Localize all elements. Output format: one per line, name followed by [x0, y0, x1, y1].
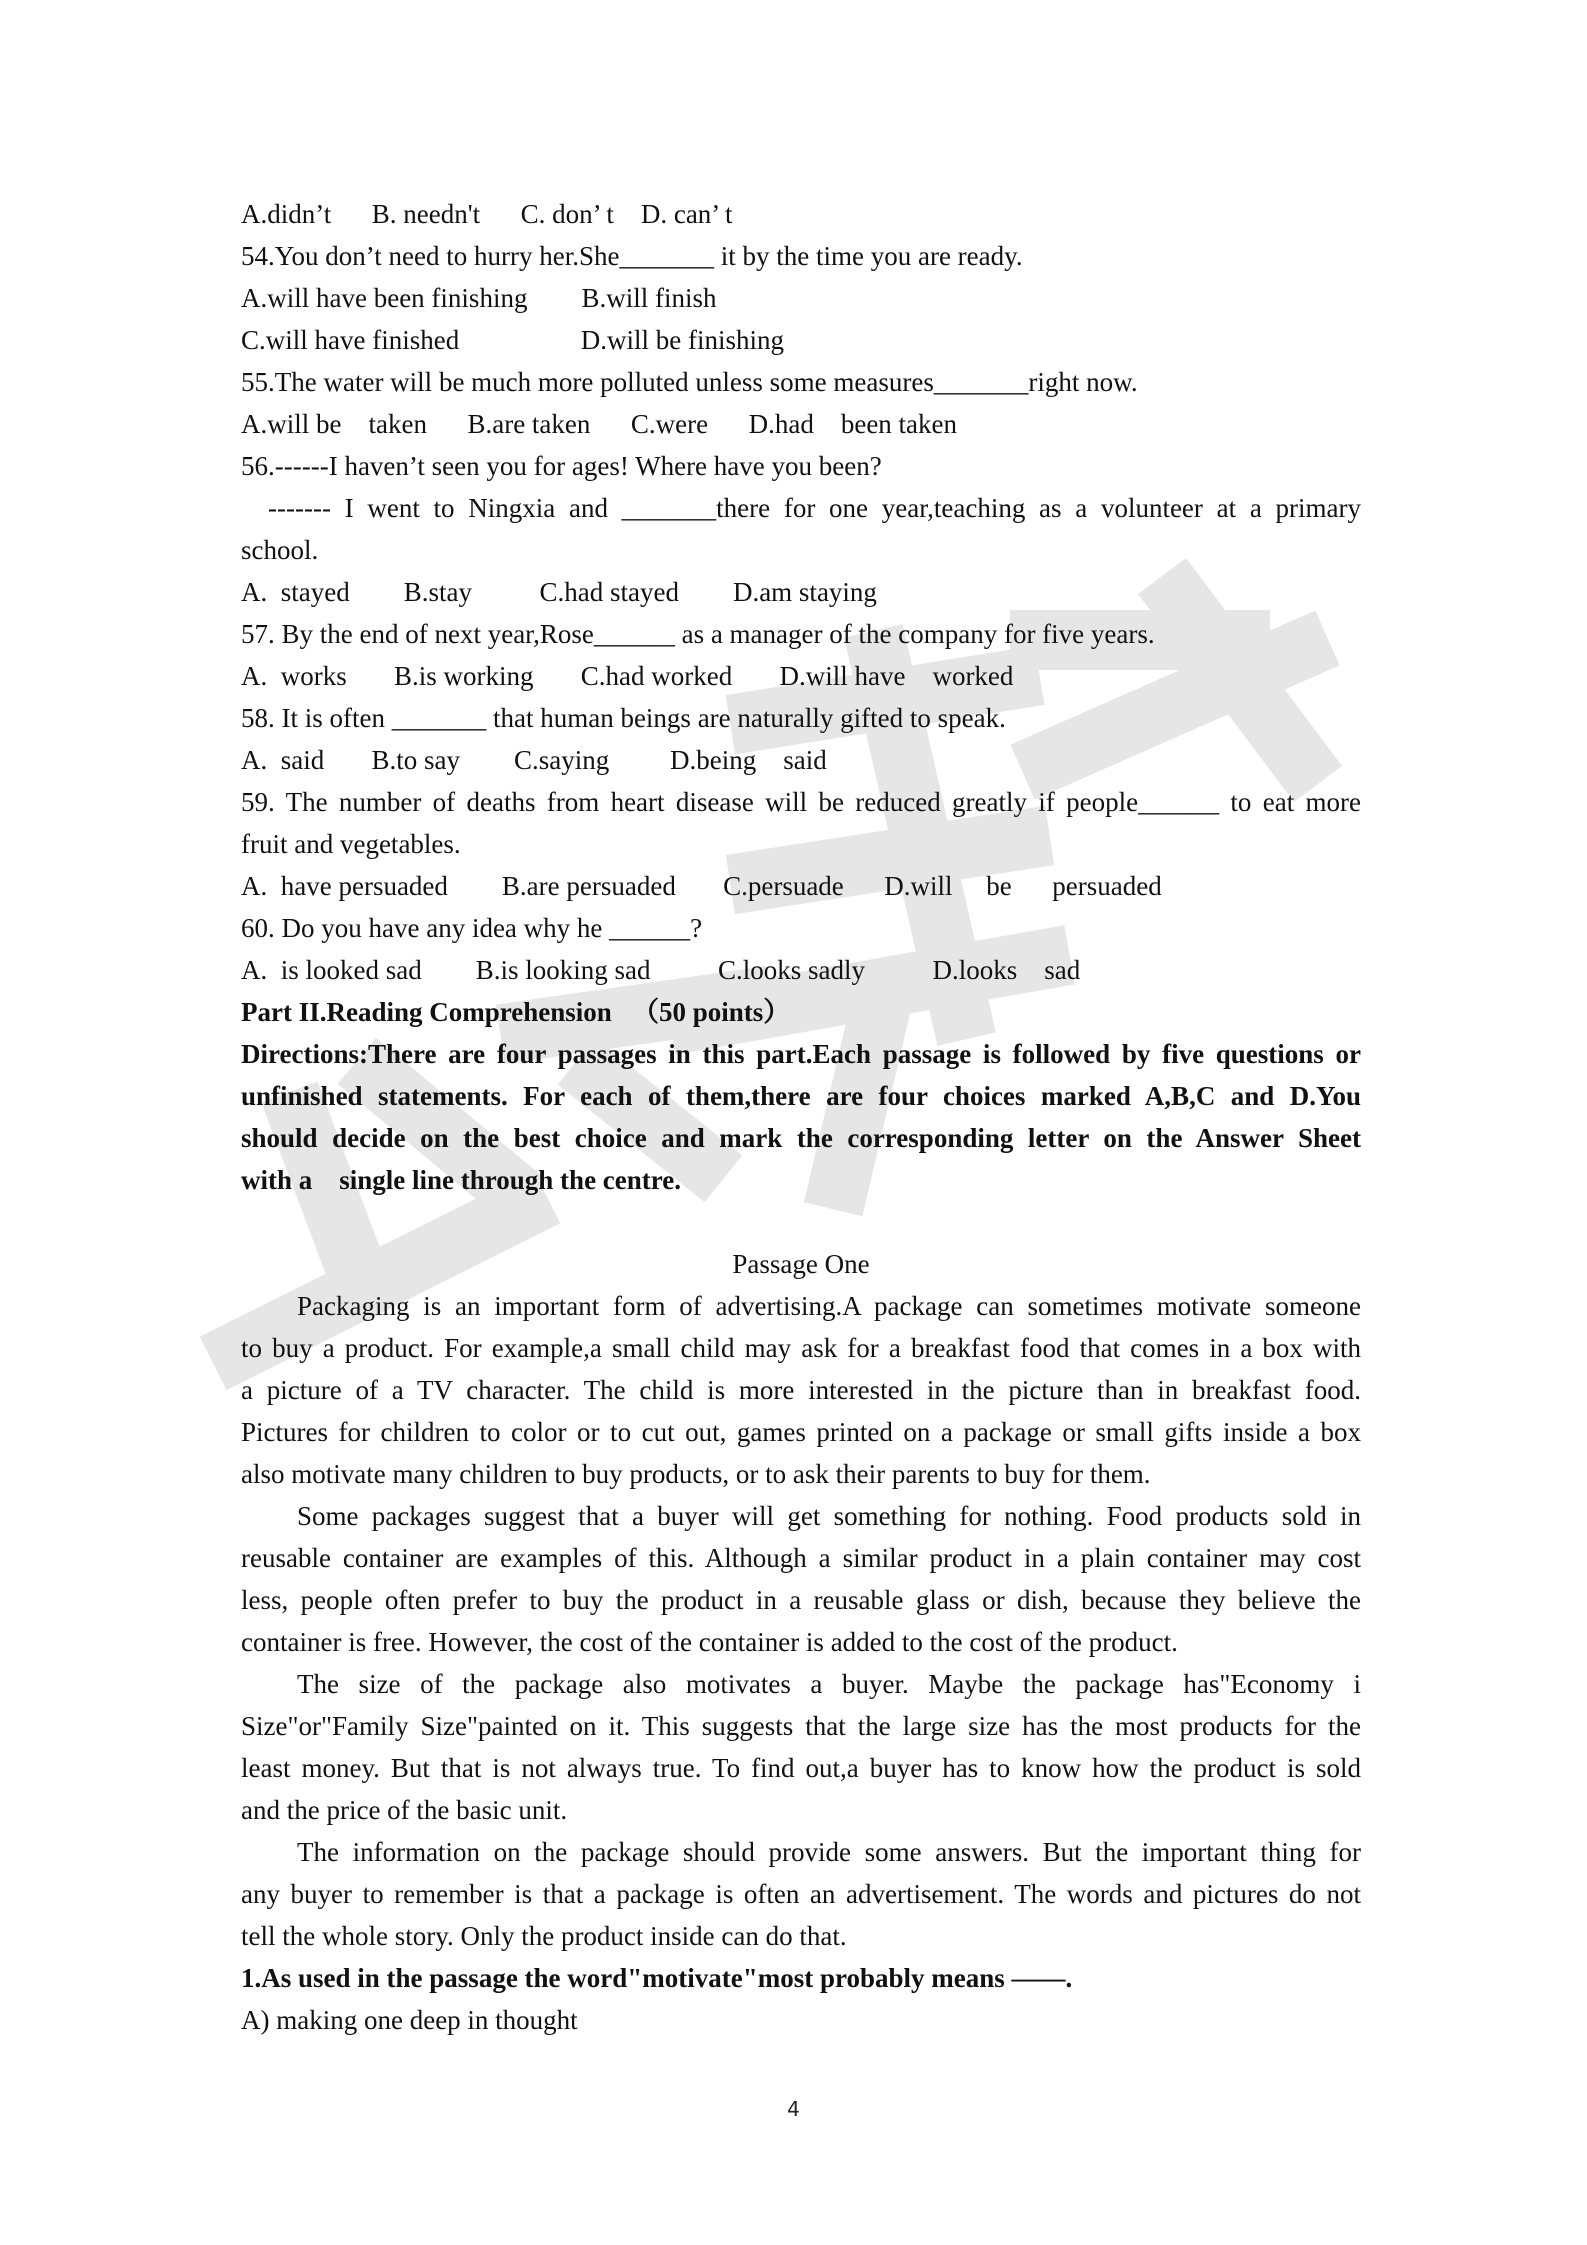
q59-question: 59. The number of deaths from heart disease will be reduced greatly if people______ to eat more: [241, 787, 1361, 817]
passage-paragraph-3-line-3: least money. But that is not always true. To find out,a buyer has to know how the product is sold: [241, 1753, 1361, 1783]
passage-paragraph-2-line-2: reusable container are examples of this. Although a similar product in a plain container may cost: [241, 1543, 1361, 1573]
q56-answer-line: ------- I went to Ningxia and _______there for one year,teaching as a volunteer at a primary: [268, 493, 1361, 523]
q60-options: A. is looked sad B.is looking sad C.looks sadly D.looks sad: [241, 955, 1081, 985]
passage-paragraph-1-line-2: to buy a product. For example,a small child may ask for a breakfast food that comes in a box with: [241, 1333, 1361, 1363]
passage-paragraph-2-line-4: container is free. However, the cost of the container is added to the cost of the product.: [241, 1627, 1178, 1657]
q56-question: 56.------I haven’t seen you for ages! Where have you been?: [241, 451, 882, 481]
q53-options: A.didn’t B. needn't C. don’ t D. can’ t: [241, 199, 733, 229]
q54-question: 54.You don’t need to hurry her.She_______ it by the time you are ready.: [241, 241, 1023, 271]
q55-options: A.will be taken B.are taken C.were D.had been taken: [241, 409, 958, 439]
q58-question: 58. It is often _______ that human beings are naturally gifted to speak.: [241, 703, 1006, 733]
q57-options: A. works B.is working C.had worked D.will have worked: [241, 661, 1014, 691]
reading-question-1-option-a: A) making one deep in thought: [241, 2005, 578, 2035]
q54-options-ab: A.will have been finishing B.will finish: [241, 283, 717, 313]
passage-paragraph-1-line-4: Pictures for children to color or to cut out, games printed on a package or small gifts inside a box: [241, 1417, 1361, 1447]
passage-title: Passage One: [732, 1249, 870, 1279]
passage-paragraph-3-line-4: and the price of the basic unit.: [241, 1795, 568, 1825]
q56-answer-continued: school.: [241, 535, 319, 565]
section-heading: Part II.Reading Comprehension （50 points）: [241, 997, 791, 1027]
q55-question: 55.The water will be much more polluted unless some measures_______right now.: [241, 367, 1138, 397]
q56-options: A. stayed B.stay C.had stayed D.am staying: [241, 577, 877, 607]
q54-options-cd: C.will have finished D.will be finishing: [241, 325, 784, 355]
directions-line-4: with a single line through the centre.: [241, 1165, 682, 1195]
page-number: 4: [787, 2097, 800, 2121]
passage-paragraph-3-line-1: The size of the package also motivates a buyer. Maybe the package has"Economy i: [297, 1669, 1361, 1699]
q59-options: A. have persuaded B.are persuaded C.persuade D.will be persuaded: [241, 871, 1162, 901]
passage-paragraph-3-line-2: Size"or"Family Size"painted on it. This suggests that the large size has the most products for the: [241, 1711, 1361, 1741]
passage-paragraph-1-line-3: a picture of a TV character. The child is more interested in the picture than in breakfast food.: [241, 1375, 1361, 1405]
q57-question: 57. By the end of next year,Rose______ as a manager of the company for five years.: [241, 619, 1155, 649]
passage-paragraph-4-line-1: The information on the package should provide some answers. But the important thing for: [297, 1837, 1361, 1867]
directions-line-1: Directions:There are four passages in this part.Each passage is followed by five questions or: [241, 1039, 1361, 1069]
passage-paragraph-4-line-3: tell the whole story. Only the product inside can do that.: [241, 1921, 847, 1951]
q58-options: A. said B.to say C.saying D.being said: [241, 745, 827, 775]
directions-line-2: unfinished statements. For each of them,there are four choices marked A,B,C and D.You: [241, 1081, 1361, 1111]
passage-paragraph-1-line-1: Packaging is an important form of advertising.A package can sometimes motivate someone: [297, 1291, 1361, 1321]
passage-paragraph-1-line-5: also motivate many children to buy products, or to ask their parents to buy for them.: [241, 1459, 1151, 1489]
q60-question: 60. Do you have any idea why he ______?: [241, 913, 703, 943]
q59-question-continued: fruit and vegetables.: [241, 829, 461, 859]
passage-paragraph-4-line-2: any buyer to remember is that a package is often an advertisement. The words and pictures do not: [241, 1879, 1361, 1909]
reading-question-1: 1.As used in the passage the word"motivate"most probably means ——.: [241, 1963, 1073, 1993]
passage-paragraph-2-line-3: less, people often prefer to buy the product in a reusable glass or dish, because they believe the: [241, 1585, 1361, 1615]
directions-line-3: should decide on the best choice and mark the corresponding letter on the Answer Sheet: [241, 1123, 1361, 1153]
passage-paragraph-2-line-1: Some packages suggest that a buyer will get something for nothing. Food products sold in: [297, 1501, 1361, 1531]
